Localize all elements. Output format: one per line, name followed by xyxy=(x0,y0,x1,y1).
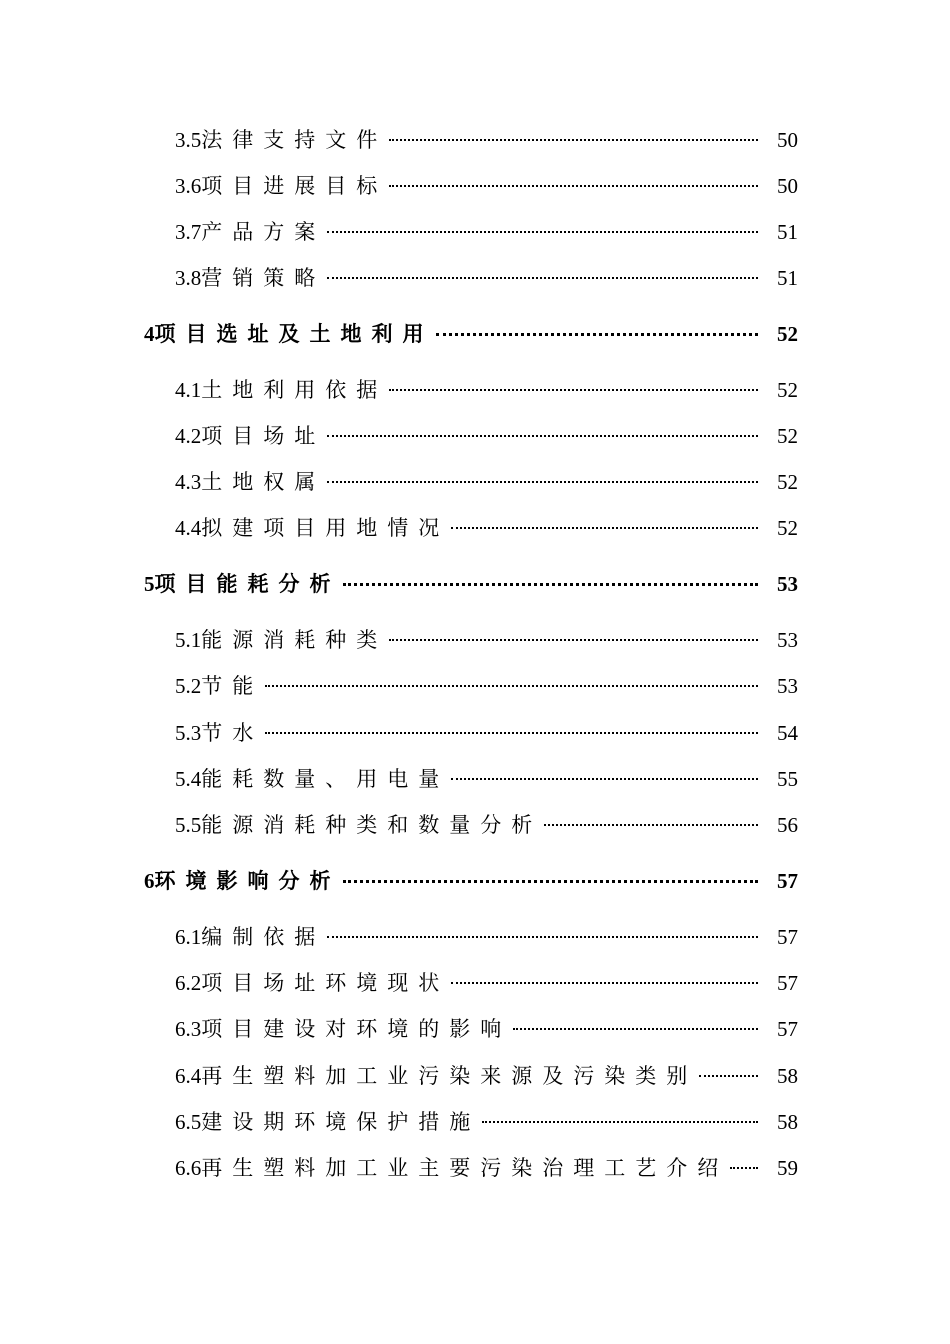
toc-entry-title: 再生塑料加工业主要污染治理工艺介绍 xyxy=(201,1156,729,1180)
toc-entry-label xyxy=(175,464,325,500)
toc-entry-number: 5 xyxy=(144,572,155,596)
toc-entry-4-1[interactable] xyxy=(0,372,950,408)
toc-entry-title: 法律支持文件 xyxy=(201,128,388,152)
toc-leader-dots xyxy=(389,139,758,141)
toc-entry-3-8[interactable] xyxy=(0,260,950,296)
toc-entry-page: 52 xyxy=(777,322,798,346)
toc-leader-dots xyxy=(327,231,758,233)
toc-entry-3-7[interactable] xyxy=(0,214,950,250)
toc-entry-page: 54 xyxy=(777,721,798,745)
toc-entry-label xyxy=(175,1011,511,1047)
toc-leader-dots xyxy=(389,389,758,391)
toc-entry-page: 58 xyxy=(777,1110,798,1134)
toc-entry-page: 53 xyxy=(777,628,798,652)
toc-entry-number: 4.2 xyxy=(175,424,202,448)
toc-entry-4-4[interactable] xyxy=(0,510,950,546)
toc-entry-page: 53 xyxy=(777,674,798,698)
toc-leader-dots xyxy=(699,1075,758,1077)
toc-entry-title: 编制依据 xyxy=(201,925,326,949)
toc-entry-label xyxy=(175,510,449,546)
toc-entry-title: 能耗数量、用电量 xyxy=(201,767,450,791)
toc-leader-dots xyxy=(544,824,758,826)
toc-entry-label xyxy=(144,863,341,899)
toc-leader-dots xyxy=(343,583,758,586)
toc-entry-number: 6.4 xyxy=(175,1064,202,1088)
toc-leader-dots xyxy=(451,982,758,984)
toc-entry-title: 节水 xyxy=(201,721,264,745)
toc-entry-6-4[interactable] xyxy=(0,1058,950,1094)
toc-leader-dots xyxy=(265,685,758,687)
toc-leader-dots xyxy=(482,1121,758,1123)
toc-entry-label xyxy=(144,316,434,352)
toc-entry-title: 建设期环境保护措施 xyxy=(201,1110,481,1134)
toc-entry-number: 3.6 xyxy=(175,174,202,198)
toc-entry-label xyxy=(175,1150,728,1186)
toc-entry-title: 项目选址及土地利用 xyxy=(154,321,434,346)
toc-entry-page: 57 xyxy=(777,925,798,949)
toc-entry-page: 57 xyxy=(777,1017,798,1041)
toc-entry-title: 营销策略 xyxy=(201,266,326,290)
toc-leader-dots xyxy=(436,333,758,336)
toc-entry-5-2[interactable] xyxy=(0,668,950,704)
toc-entry-title: 环境影响分析 xyxy=(154,868,341,893)
toc-entry-page: 50 xyxy=(777,128,798,152)
toc-entry-6-1[interactable] xyxy=(0,919,950,955)
toc-entry-5-5[interactable] xyxy=(0,807,950,843)
toc-entry-number: 4.4 xyxy=(175,516,202,540)
toc-entry-number: 5.2 xyxy=(175,674,202,698)
toc-entry-label xyxy=(175,761,449,797)
toc-entry-number: 5.1 xyxy=(175,628,202,652)
toc-entry-number: 5.3 xyxy=(175,721,202,745)
toc-entry-page: 52 xyxy=(777,424,798,448)
toc-entry-4-3[interactable] xyxy=(0,464,950,500)
toc-entry-label xyxy=(175,1104,480,1140)
toc-entry-5-1[interactable] xyxy=(0,622,950,658)
toc-leader-dots xyxy=(327,277,758,279)
toc-leader-dots xyxy=(327,435,758,437)
toc-entry-label xyxy=(175,1058,697,1094)
toc-entry-title: 项目场址环境现状 xyxy=(201,971,450,995)
toc-entry-title: 土地权属 xyxy=(201,470,326,494)
toc-leader-dots xyxy=(327,481,758,483)
toc-entry-number: 3.8 xyxy=(175,266,202,290)
toc-entry-label xyxy=(175,260,325,296)
toc-entry-title: 节能 xyxy=(201,674,264,698)
toc-entry-page: 51 xyxy=(777,220,798,244)
toc-entry-6-6[interactable] xyxy=(0,1150,950,1186)
toc-entry-number: 6.3 xyxy=(175,1017,202,1041)
toc-entry-label xyxy=(175,168,387,204)
toc-entry-label xyxy=(144,566,341,602)
toc-entry-label xyxy=(175,668,263,704)
toc-entry-number: 6.6 xyxy=(175,1156,202,1180)
toc-entry-title: 项目建设对环境的影响 xyxy=(201,1017,512,1041)
toc-entry-page: 57 xyxy=(777,971,798,995)
toc-entry-number: 5.5 xyxy=(175,813,202,837)
toc-entry-title: 再生塑料加工业污染来源及污染类别 xyxy=(201,1064,698,1088)
toc-entry-number: 3.7 xyxy=(175,220,202,244)
toc-entry-page: 52 xyxy=(777,516,798,540)
toc-entry-5-4[interactable] xyxy=(0,761,950,797)
toc-entry-3-6[interactable] xyxy=(0,168,950,204)
toc-entry-number: 4 xyxy=(144,322,155,346)
toc-entry-number: 6.1 xyxy=(175,925,202,949)
toc-entry-title: 拟建项目用地情况 xyxy=(201,516,450,540)
toc-entry-title: 土地利用依据 xyxy=(201,378,388,402)
toc-entry-label xyxy=(175,965,449,1001)
toc-entry-page: 59 xyxy=(777,1156,798,1180)
toc-leader-dots xyxy=(451,527,758,529)
toc-entry-page: 57 xyxy=(777,869,798,893)
toc-entry-page: 58 xyxy=(777,1064,798,1088)
toc-entry-title: 能源消耗种类 xyxy=(201,628,388,652)
toc-chapter-4[interactable] xyxy=(0,316,950,352)
toc-entry-number: 5.4 xyxy=(175,767,202,791)
toc-leader-dots xyxy=(265,732,758,734)
toc-entry-label xyxy=(175,214,325,250)
toc-entry-label xyxy=(175,122,387,158)
toc-entry-label xyxy=(175,418,325,454)
toc-entry-page: 53 xyxy=(777,572,798,596)
toc-entry-page: 55 xyxy=(777,767,798,791)
toc-leader-dots xyxy=(389,185,758,187)
toc-leader-dots xyxy=(513,1028,758,1030)
toc-entry-6-5[interactable] xyxy=(0,1104,950,1140)
toc-entry-4-2[interactable] xyxy=(0,418,950,454)
toc-entry-label xyxy=(175,372,387,408)
toc-entry-title: 项目进展目标 xyxy=(201,174,388,198)
toc-entry-page: 56 xyxy=(777,813,798,837)
toc-entry-label xyxy=(175,919,325,955)
toc-chapter-6[interactable] xyxy=(0,863,950,899)
toc-entry-6-2[interactable] xyxy=(0,965,950,1001)
toc-entry-page: 52 xyxy=(777,470,798,494)
toc-entry-number: 3.5 xyxy=(175,128,202,152)
toc-entry-number: 4.3 xyxy=(175,470,202,494)
toc-entry-number: 4.1 xyxy=(175,378,202,402)
toc-entry-number: 6 xyxy=(144,869,155,893)
toc-entry-title: 能源消耗种类和数量分析 xyxy=(201,813,543,837)
toc-entry-page: 52 xyxy=(777,378,798,402)
toc-leader-dots xyxy=(327,936,758,938)
toc-entry-number: 6.5 xyxy=(175,1110,202,1134)
toc-entry-title: 项目能耗分析 xyxy=(154,571,341,596)
toc-entry-5-3[interactable] xyxy=(0,715,950,751)
toc-entry-page: 51 xyxy=(777,266,798,290)
toc-entry-6-3[interactable] xyxy=(0,1011,950,1047)
toc-entry-label xyxy=(175,715,263,751)
toc-leader-dots xyxy=(389,639,758,641)
toc-leader-dots xyxy=(730,1167,758,1169)
toc-leader-dots xyxy=(343,880,758,883)
toc-entry-number: 6.2 xyxy=(175,971,202,995)
toc-entry-title: 项目场址 xyxy=(201,424,326,448)
toc-chapter-5[interactable] xyxy=(0,566,950,602)
toc-entry-page: 50 xyxy=(777,174,798,198)
toc-entry-title: 产品方案 xyxy=(201,220,326,244)
toc-entry-label xyxy=(175,622,387,658)
toc-entry-label xyxy=(175,807,542,843)
toc-leader-dots xyxy=(451,778,758,780)
toc-entry-3-5[interactable] xyxy=(0,122,950,158)
